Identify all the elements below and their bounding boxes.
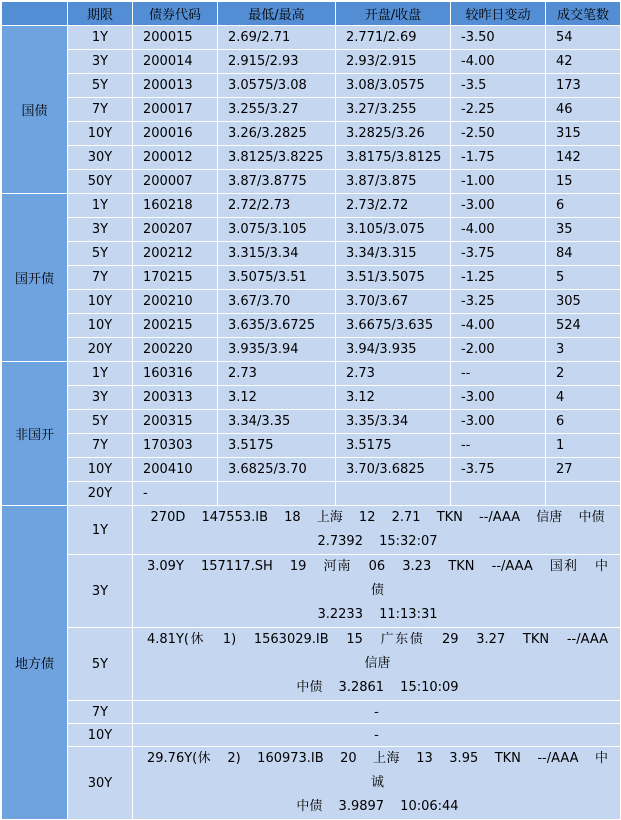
tenor-cell: 3Y bbox=[68, 386, 133, 410]
trade-count-cell: 142 bbox=[546, 146, 621, 170]
trade-count-cell: 3 bbox=[546, 338, 621, 362]
table-row bbox=[2, 555, 621, 628]
tenor-cell: 5Y bbox=[68, 628, 133, 701]
low-high-cell: 3.34/3.35 bbox=[218, 410, 336, 434]
trade-count-cell: 173 bbox=[546, 74, 621, 98]
local-bond-detail bbox=[133, 555, 621, 628]
low-high-cell: 2.72/2.73 bbox=[218, 194, 336, 218]
low-high-cell: 3.0575/3.08 bbox=[218, 74, 336, 98]
open-close-cell: 3.12 bbox=[336, 386, 451, 410]
trade-count-cell: 1 bbox=[546, 434, 621, 458]
table-row bbox=[2, 314, 621, 338]
tenor-cell: 3Y bbox=[68, 555, 133, 628]
open-close-cell: 3.70/3.67 bbox=[336, 290, 451, 314]
change-cell: -3.00 bbox=[451, 386, 546, 410]
change-cell bbox=[451, 482, 546, 506]
tenor-cell: 3Y bbox=[68, 218, 133, 242]
open-close-cell: 3.87/3.875 bbox=[336, 170, 451, 194]
change-cell: -- bbox=[451, 434, 546, 458]
open-close-cell: 3.8175/3.8125 bbox=[336, 146, 451, 170]
detail-line: 270D 147553.IB 18 上海 12 2.71 TKN --/AAA 信唐 中债 bbox=[150, 510, 605, 525]
table-row bbox=[2, 628, 621, 701]
category-label: 非国开 bbox=[2, 362, 68, 506]
tenor-cell: 7Y bbox=[68, 98, 133, 122]
trade-count-cell: 315 bbox=[546, 122, 621, 146]
change-cell: -4.00 bbox=[451, 50, 546, 74]
bond-code-cell: 200220 bbox=[133, 338, 218, 362]
detail-line: 4.81Y(休 1) 1563029.IB 15 广东债 29 3.27 TKN --/AAA 信唐 bbox=[147, 632, 608, 671]
bond-code-cell: 200212 bbox=[133, 242, 218, 266]
local-bond-detail bbox=[133, 628, 621, 701]
low-high-cell: 3.26/3.2825 bbox=[218, 122, 336, 146]
detail-line: 3.2233 11:13:31 bbox=[317, 607, 438, 622]
bond-code-cell: 160218 bbox=[133, 194, 218, 218]
open-close-cell bbox=[336, 482, 451, 506]
change-cell: -2.50 bbox=[451, 122, 546, 146]
change-cell: -4.00 bbox=[451, 218, 546, 242]
bond-code-cell: 200215 bbox=[133, 314, 218, 338]
bond-code-cell: 200013 bbox=[133, 74, 218, 98]
detail-line: 3.09Y 157117.SH 19 河南 06 3.23 TKN --/AAA 国利 中债 bbox=[147, 559, 608, 598]
change-cell: -- bbox=[451, 362, 546, 386]
trade-count-cell: 27 bbox=[546, 458, 621, 482]
low-high-cell: 3.635/3.6725 bbox=[218, 314, 336, 338]
trade-count-cell bbox=[546, 482, 621, 506]
tenor-cell: 10Y bbox=[68, 458, 133, 482]
table-row bbox=[2, 74, 621, 98]
trade-count-cell: 305 bbox=[546, 290, 621, 314]
tenor-cell: 20Y bbox=[68, 338, 133, 362]
open-close-cell: 3.27/3.255 bbox=[336, 98, 451, 122]
trade-count-cell: 84 bbox=[546, 242, 621, 266]
low-high-cell: 3.935/3.94 bbox=[218, 338, 336, 362]
change-cell: -1.25 bbox=[451, 266, 546, 290]
open-close-cell: 3.94/3.935 bbox=[336, 338, 451, 362]
tenor-cell: 1Y bbox=[68, 506, 133, 555]
open-close-cell: 2.93/2.915 bbox=[336, 50, 451, 74]
table-row bbox=[2, 410, 621, 434]
bond-quote-table bbox=[1, 1, 621, 820]
trade-count-cell: 4 bbox=[546, 386, 621, 410]
trade-count-cell: 15 bbox=[546, 170, 621, 194]
bond-code-cell: 200315 bbox=[133, 410, 218, 434]
detail-line: 中债 3.9897 10:06:44 bbox=[296, 799, 459, 814]
table-row bbox=[2, 701, 621, 724]
trade-count-cell: 2 bbox=[546, 362, 621, 386]
bond-code-cell: 200017 bbox=[133, 98, 218, 122]
tenor-cell: 5Y bbox=[68, 410, 133, 434]
change-cell: -3.00 bbox=[451, 194, 546, 218]
table-row bbox=[2, 362, 621, 386]
header-open-close: 开盘/收盘 bbox=[336, 2, 451, 26]
bond-code-cell: 200015 bbox=[133, 26, 218, 50]
category-label: 国债 bbox=[2, 26, 68, 194]
local-bond-detail bbox=[133, 506, 621, 555]
bond-code-cell: - bbox=[133, 482, 218, 506]
low-high-cell: 3.5075/3.51 bbox=[218, 266, 336, 290]
low-high-cell: 3.255/3.27 bbox=[218, 98, 336, 122]
table-header bbox=[2, 2, 621, 26]
tenor-cell: 1Y bbox=[68, 362, 133, 386]
bond-code-cell: 200016 bbox=[133, 122, 218, 146]
header-bond-code: 债券代码 bbox=[133, 2, 218, 26]
table-row bbox=[2, 458, 621, 482]
local-bond-detail: - bbox=[133, 724, 621, 747]
tenor-cell: 1Y bbox=[68, 26, 133, 50]
table-row bbox=[2, 26, 621, 50]
open-close-cell: 3.6675/3.635 bbox=[336, 314, 451, 338]
low-high-cell: 3.075/3.105 bbox=[218, 218, 336, 242]
trade-count-cell: 6 bbox=[546, 410, 621, 434]
table-row bbox=[2, 290, 621, 314]
bond-code-cell: 170215 bbox=[133, 266, 218, 290]
table-row bbox=[2, 170, 621, 194]
low-high-cell: 2.915/2.93 bbox=[218, 50, 336, 74]
tenor-cell: 7Y bbox=[68, 434, 133, 458]
table-row bbox=[2, 724, 621, 747]
change-cell: -1.75 bbox=[451, 146, 546, 170]
low-high-cell: 3.5175 bbox=[218, 434, 336, 458]
header-trade-count: 成交笔数 bbox=[546, 2, 621, 26]
tenor-cell: 5Y bbox=[68, 74, 133, 98]
detail-line: 2.7392 15:32:07 bbox=[317, 534, 438, 549]
tenor-cell: 5Y bbox=[68, 242, 133, 266]
header-corner bbox=[2, 2, 68, 26]
bond-code-cell: 170303 bbox=[133, 434, 218, 458]
change-cell: -2.00 bbox=[451, 338, 546, 362]
trade-count-cell: 46 bbox=[546, 98, 621, 122]
local-bond-detail: - bbox=[133, 701, 621, 724]
trade-count-cell: 54 bbox=[546, 26, 621, 50]
bond-code-cell: 200210 bbox=[133, 290, 218, 314]
low-high-cell: 3.12 bbox=[218, 386, 336, 410]
open-close-cell: 3.2825/3.26 bbox=[336, 122, 451, 146]
table-row bbox=[2, 338, 621, 362]
table-row bbox=[2, 122, 621, 146]
table-row bbox=[2, 146, 621, 170]
open-close-cell: 3.51/3.5075 bbox=[336, 266, 451, 290]
tenor-cell: 50Y bbox=[68, 170, 133, 194]
table-row bbox=[2, 50, 621, 74]
detail-line: 中债 3.2861 15:10:09 bbox=[296, 680, 459, 695]
change-cell: -3.50 bbox=[451, 26, 546, 50]
bond-code-cell: 160316 bbox=[133, 362, 218, 386]
tenor-cell: 3Y bbox=[68, 50, 133, 74]
bond-code-cell: 200014 bbox=[133, 50, 218, 74]
low-high-cell: 3.315/3.34 bbox=[218, 242, 336, 266]
table-row bbox=[2, 386, 621, 410]
tenor-cell: 10Y bbox=[68, 122, 133, 146]
table-row bbox=[2, 266, 621, 290]
change-cell: -3.00 bbox=[451, 410, 546, 434]
bond-code-cell: 200007 bbox=[133, 170, 218, 194]
detail-line: 29.76Y(休 2) 160973.IB 20 上海 13 3.95 TKN --/AAA 中诚 bbox=[147, 751, 608, 790]
low-high-cell: 3.87/3.8775 bbox=[218, 170, 336, 194]
change-cell: -3.5 bbox=[451, 74, 546, 98]
trade-count-cell: 6 bbox=[546, 194, 621, 218]
low-high-cell: 2.73 bbox=[218, 362, 336, 386]
trade-count-cell: 5 bbox=[546, 266, 621, 290]
table-row bbox=[2, 218, 621, 242]
tenor-cell: 30Y bbox=[68, 146, 133, 170]
low-high-cell: 2.69/2.71 bbox=[218, 26, 336, 50]
tenor-cell: 10Y bbox=[68, 314, 133, 338]
open-close-cell: 2.73 bbox=[336, 362, 451, 386]
change-cell: -3.75 bbox=[451, 458, 546, 482]
table-row bbox=[2, 194, 621, 218]
change-cell: -1.00 bbox=[451, 170, 546, 194]
trade-count-cell: 35 bbox=[546, 218, 621, 242]
low-high-cell: 3.8125/3.8225 bbox=[218, 146, 336, 170]
low-high-cell: 3.67/3.70 bbox=[218, 290, 336, 314]
open-close-cell: 3.5175 bbox=[336, 434, 451, 458]
bond-code-cell: 200012 bbox=[133, 146, 218, 170]
table-row bbox=[2, 434, 621, 458]
low-high-cell: 3.6825/3.70 bbox=[218, 458, 336, 482]
header-low-high: 最低/最高 bbox=[218, 2, 336, 26]
tenor-cell: 10Y bbox=[68, 724, 133, 747]
open-close-cell: 3.70/3.6825 bbox=[336, 458, 451, 482]
bond-code-cell: 200410 bbox=[133, 458, 218, 482]
tenor-cell: 10Y bbox=[68, 290, 133, 314]
change-cell: -2.25 bbox=[451, 98, 546, 122]
change-cell: -4.00 bbox=[451, 314, 546, 338]
open-close-cell: 2.73/2.72 bbox=[336, 194, 451, 218]
table-row bbox=[2, 482, 621, 506]
trade-count-cell: 42 bbox=[546, 50, 621, 74]
change-cell: -3.75 bbox=[451, 242, 546, 266]
open-close-cell: 3.105/3.075 bbox=[336, 218, 451, 242]
low-high-cell bbox=[218, 482, 336, 506]
header-tenor: 期限 bbox=[68, 2, 133, 26]
header-change: 较昨日变动 bbox=[451, 2, 546, 26]
open-close-cell: 3.34/3.315 bbox=[336, 242, 451, 266]
tenor-cell: 1Y bbox=[68, 194, 133, 218]
tenor-cell: 30Y bbox=[68, 747, 133, 820]
trade-count-cell: 524 bbox=[546, 314, 621, 338]
table-row bbox=[2, 98, 621, 122]
tenor-cell: 7Y bbox=[68, 266, 133, 290]
open-close-cell: 3.08/3.0575 bbox=[336, 74, 451, 98]
bond-code-cell: 200207 bbox=[133, 218, 218, 242]
category-label: 国开债 bbox=[2, 194, 68, 362]
tenor-cell: 20Y bbox=[68, 482, 133, 506]
open-close-cell: 3.35/3.34 bbox=[336, 410, 451, 434]
tenor-cell: 7Y bbox=[68, 701, 133, 724]
table-row bbox=[2, 747, 621, 820]
open-close-cell: 2.771/2.69 bbox=[336, 26, 451, 50]
local-bond-detail bbox=[133, 747, 621, 820]
bond-code-cell: 200313 bbox=[133, 386, 218, 410]
category-label: 地方债 bbox=[2, 506, 68, 820]
table-row bbox=[2, 242, 621, 266]
change-cell: -3.25 bbox=[451, 290, 546, 314]
table-row bbox=[2, 506, 621, 555]
